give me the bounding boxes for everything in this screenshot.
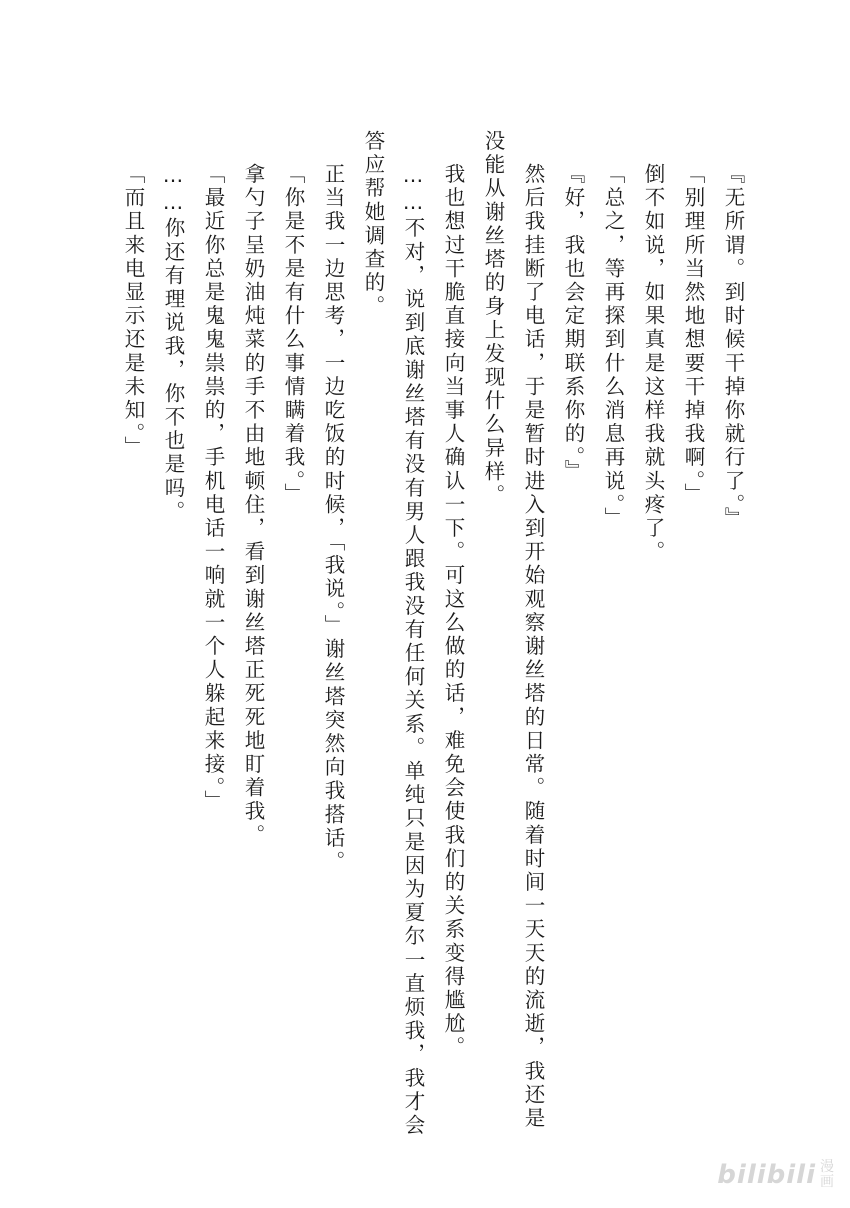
text-column-9: ……不对，说到底谢丝塔有没有男人跟我没有任何关系。单纯只是因为夏尔一直烦我，我才会 <box>401 163 425 1138</box>
text-column-13: 拿勺子呈奶油炖菜的手不由地顿住，看到谢丝塔正死死地盯着我。 <box>241 163 265 848</box>
text-column-3: 倒不如说，如果真是这样我就头疼了。 <box>641 163 665 565</box>
text-column-12: 「你是不是有什么事情瞒着我。」 <box>281 163 305 507</box>
watermark-suffix <box>820 1160 834 1190</box>
bilibili-manhua-watermark <box>717 1160 834 1190</box>
text-column-10: 答应帮她调查的。 <box>361 130 385 319</box>
text-column-14: 「最近你总是鬼鬼祟祟的，手机电话一响就一个人躲起来接。」 <box>201 163 225 814</box>
text-column-5: 『好，我也会定期联系你的。』 <box>561 163 585 484</box>
text-column-1: 『无所谓。到时候干掉你就行了。』 <box>721 163 745 531</box>
watermark-suffix-bottom: 画 <box>820 1174 834 1190</box>
text-column-8: 我也想过干脆直接向当事人确认一下。可这么做的话，难免会使我们的关系变得尴尬。 <box>441 163 465 1060</box>
watermark-brand: bilibili <box>717 1160 816 1190</box>
watermark-suffix-top: 漫 <box>820 1159 834 1175</box>
text-column-16: 「而且来电显示还是未知。」 <box>121 163 145 460</box>
text-column-11: 正当我一边思考，一边吃饭的时候，「我说。」谢丝塔突然向我搭话。 <box>321 163 345 875</box>
text-column-7: 没能从谢丝塔的身上发现什么异样。 <box>481 130 505 508</box>
text-column-4: 「总之，等再探到什么消息再说。」 <box>601 163 625 531</box>
text-column-6: 然后我挂断了电话，于是暂时进入到开始观察谢丝塔的日常。随着时间一天天的流逝，我还是 <box>521 163 545 1131</box>
text-column-15: ……你还有理说我，你不也是吗。 <box>161 163 185 524</box>
text-column-2: 「别理所当然地想要干掉我啊。」 <box>681 163 705 507</box>
